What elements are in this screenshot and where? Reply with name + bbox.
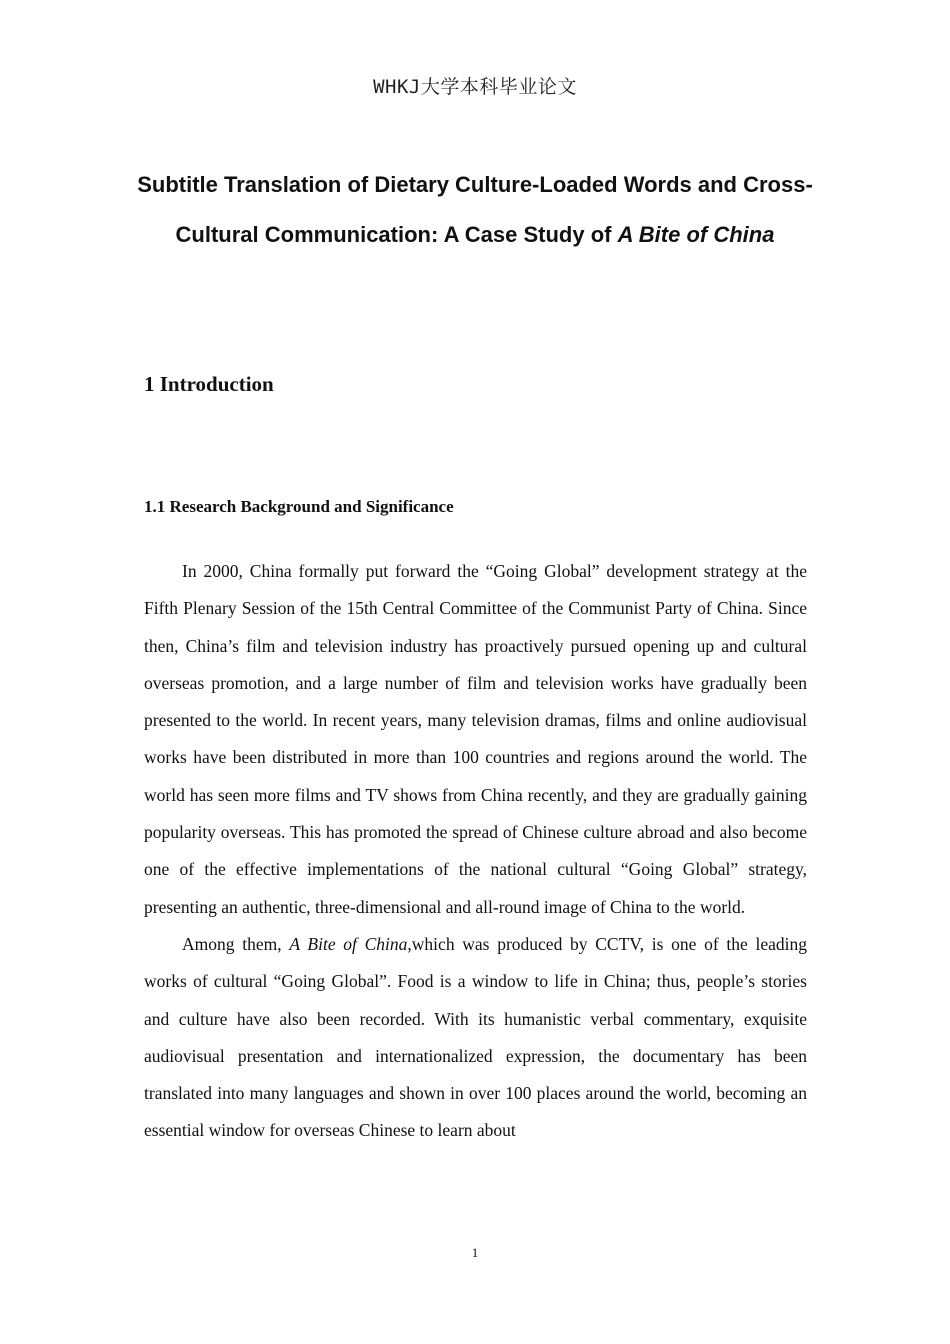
paragraph-2-work-title: A Bite of China xyxy=(289,933,408,954)
running-header: WHKJ大学本科毕业论文 xyxy=(373,76,577,98)
page-number: 1 xyxy=(471,1245,479,1260)
paper-title-main: Subtitle Translation of Dietary Culture-Loaded Words and Cross-Cultural Communication: A Case Study of xyxy=(137,172,813,247)
subsection-heading: 1.1 Research Background and Significance xyxy=(144,497,454,516)
paragraph-2-lead: Among them, xyxy=(182,933,282,954)
body-text xyxy=(144,553,807,1150)
paper-title-italic: A Bite of China xyxy=(617,222,775,247)
paragraph-2 xyxy=(144,926,807,1150)
paper-title xyxy=(120,160,830,260)
section-heading: 1 Introduction xyxy=(144,372,274,396)
paragraph-1: In 2000, China formally put forward the “Going Global” development strategy at the Fifth Plenary Session of the 15th Central Committee of the Communist Party of China. Since then, China’s film and television industry has proactively pursued opening up and cultural overseas promotion, and a large number of film and television works have gradually been presented to the world. In recent years, many television dramas, films and online audiovisual works have been distributed in more than 100 countries and regions around the world. The world has seen more films and TV shows from China recently, and they are gradually gaining popularity overseas. This has promoted the spread of Chinese culture abroad and also become one of the effective implementations of the national cultural “Going Global” strategy, presenting an authentic, three-dimensional and all-round image of China to the world. xyxy=(144,561,807,917)
paragraph-2-rest: ,which was produced by CCTV, is one of the leading works of cultural “Going Global”. Food is a window to life in China; thus, people’s stories and culture have also been recorded. With its humanistic verbal commentary, exquisite audiovisual presentation and internationalized expression, the documentary has been translated into many languages and shown in over 100 places around the world, becoming an essential window for overseas Chinese to learn about xyxy=(144,933,808,1141)
